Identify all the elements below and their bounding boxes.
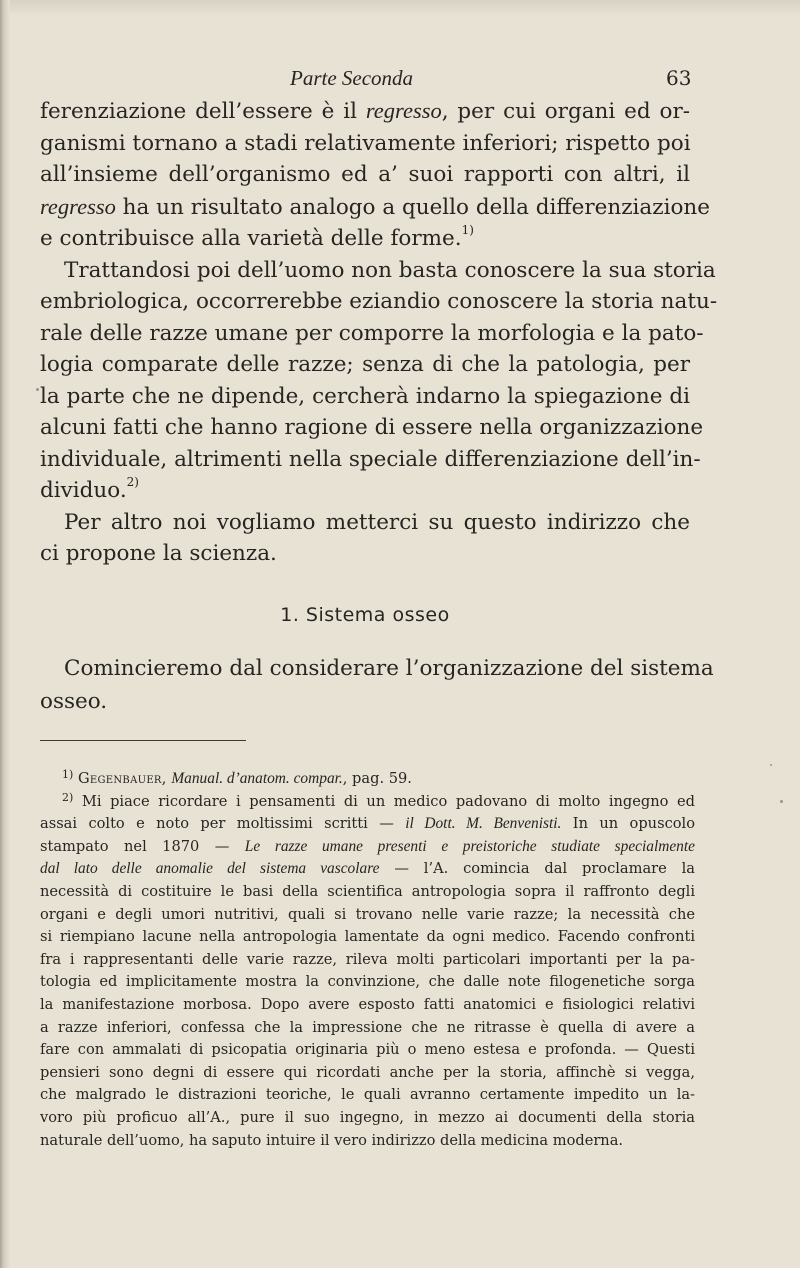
- footnote-line: fra i rappresentanti delle varie razze, rileva molti particolari importanti per la pa-: [40, 950, 695, 968]
- footnote-ref-1: 1): [461, 223, 474, 237]
- text-line: ganismi tornano a stadi relativamente inferiori; rispetto poi: [40, 130, 691, 156]
- text-run: stampato nel 1870 —: [40, 837, 245, 855]
- footnote-ref-2: 2): [126, 475, 139, 489]
- text-run: e contribuisce alla varietà delle forme.: [40, 226, 462, 251]
- text-run: dividuo.: [40, 478, 127, 503]
- text-run: , per cui organi ed or-: [441, 99, 690, 124]
- paper-speck: [780, 800, 783, 803]
- italic-text: il Dott. M. Benvenisti.: [405, 815, 562, 833]
- paper-speck: [36, 388, 39, 391]
- page-top-shade: [0, 0, 800, 16]
- footnote-mark: 1): [62, 768, 74, 781]
- italic-text: dal lato delle anomalie del sistema vascolare: [40, 860, 380, 878]
- footnote-rule: [40, 740, 246, 741]
- text-run: ferenziazione dell’essere è il: [40, 99, 366, 124]
- paper-speck: [770, 764, 772, 766]
- italic-term: regresso: [40, 193, 116, 219]
- italic-term: regresso: [365, 98, 442, 123]
- text-line: ci propone la scienza.: [40, 541, 277, 566]
- section-text: [40, 652, 714, 718]
- footnote-line: [40, 858, 695, 881]
- footnote-line: naturale dell’uomo, ha saputo intuire il vero indirizzo della medicina moderna.: [40, 1131, 624, 1149]
- footnote-2: [40, 791, 695, 1153]
- text-run: , pag. 59.: [342, 770, 412, 787]
- text-line: individuale, altrimenti nella speciale differenziazione dell’in-: [40, 446, 701, 472]
- paragraph-3: [40, 507, 690, 570]
- footnote-line: [40, 813, 695, 836]
- footnote-line: fare con ammalati di psicopatia originaria più o meno estesa e profonda. — Questi: [40, 1041, 695, 1059]
- text-line: [40, 191, 710, 224]
- text-line: rale delle razze umane per comporre la morfologia e la pato-: [40, 320, 704, 346]
- footnote-line: la manifestazione morbosa. Dopo avere esposto fatti anatomici e fisiologici relativi: [40, 995, 695, 1013]
- text-line: Trattandosi poi dell’uomo non basta conoscere la sua storia: [64, 257, 716, 283]
- text-run: ha un risultato analogo a quello della differenziazione: [115, 194, 710, 220]
- text-run: In un opuscolo: [561, 815, 695, 833]
- footnote-line: tologia ed implicitamente mostra la convinzione, che dalle note filogenetiche sorga: [40, 973, 695, 991]
- text-line: Comincieremo dal considerare l’organizzazione del sistema: [64, 656, 714, 681]
- running-title: Parte Seconda: [290, 66, 414, 90]
- footnote-line: pensieri sono degni di essere qui ricordati anche per la storia, affinchè si vegga,: [40, 1063, 695, 1081]
- paragraph-1: [40, 95, 710, 255]
- footnote-line: [40, 768, 695, 791]
- text-line: Per altro noi vogliamo metterci su questo indirizzo che: [64, 509, 690, 535]
- footnote-line: che malgrado le distrazioni teoriche, le quali avranno certamente impedito un la-: [40, 1086, 695, 1104]
- footnote-line: [40, 791, 695, 814]
- footnote-author: Gegenbauer,: [77, 770, 167, 787]
- page-gutter-shade: [0, 0, 10, 1268]
- text-line: la parte che ne dipende, cercherà indarno la spiegazione di: [40, 383, 690, 409]
- main-text: [40, 95, 718, 570]
- text-line: [40, 223, 690, 255]
- italic-text: Le razze umane presenti e preistoriche studiate specialmente: [244, 837, 695, 855]
- footnote-line: si riempiano lacune nella antropologia lamentate da ogni medico. Facendo confronti: [40, 928, 695, 946]
- paragraph-2: [40, 255, 718, 507]
- text-line: all’insieme dell’organismo ed a’ suoi rapporti con altri, il: [40, 162, 690, 187]
- footnote-line: necessità di costituire le basi della scientifica antropologia sopra il raffronto degli: [40, 882, 695, 900]
- text-run: — l’A. comincia dal proclamare la: [379, 860, 695, 878]
- text-line: embriologica, occorrerebbe eziandio conoscere la storia natu-: [40, 289, 718, 314]
- text-line: alcuni fatti che hanno ragione di essere nella organizzazione: [40, 415, 704, 440]
- footnote-line: voro più proficuo all’A., pure il suo ingegno, in mezzo ai documenti della storia: [40, 1108, 695, 1126]
- footnote-mark: 2): [62, 790, 74, 804]
- running-head: [0, 66, 800, 94]
- footnote-line: organi e degli umori nutritivi, quali si trovano nelle varie razze; la necessità che: [40, 905, 695, 923]
- text-run: assai colto e noto per moltissimi scritti —: [40, 815, 406, 833]
- footnote-line: [40, 836, 695, 859]
- text-line: [40, 95, 690, 128]
- text-run: Mi piace ricordare i pensamenti di un medico padovano di molto ingegno ed: [73, 792, 695, 810]
- page-number: 63: [666, 66, 692, 90]
- text-line: [40, 475, 690, 507]
- footnote-line: a razze inferiori, confessa che la impressione che ne ritrasse è quella di avere a: [40, 1018, 695, 1036]
- text-line: logia comparate delle razze; senza di che la patologia, per: [40, 352, 690, 377]
- footnote-1: [40, 768, 695, 791]
- text-line: osseo.: [40, 689, 108, 714]
- footnotes: [40, 768, 695, 1152]
- section-heading: 1. Sistema osseo: [280, 604, 450, 626]
- footnote-title: Manual. d’anatom. compar.: [171, 770, 343, 787]
